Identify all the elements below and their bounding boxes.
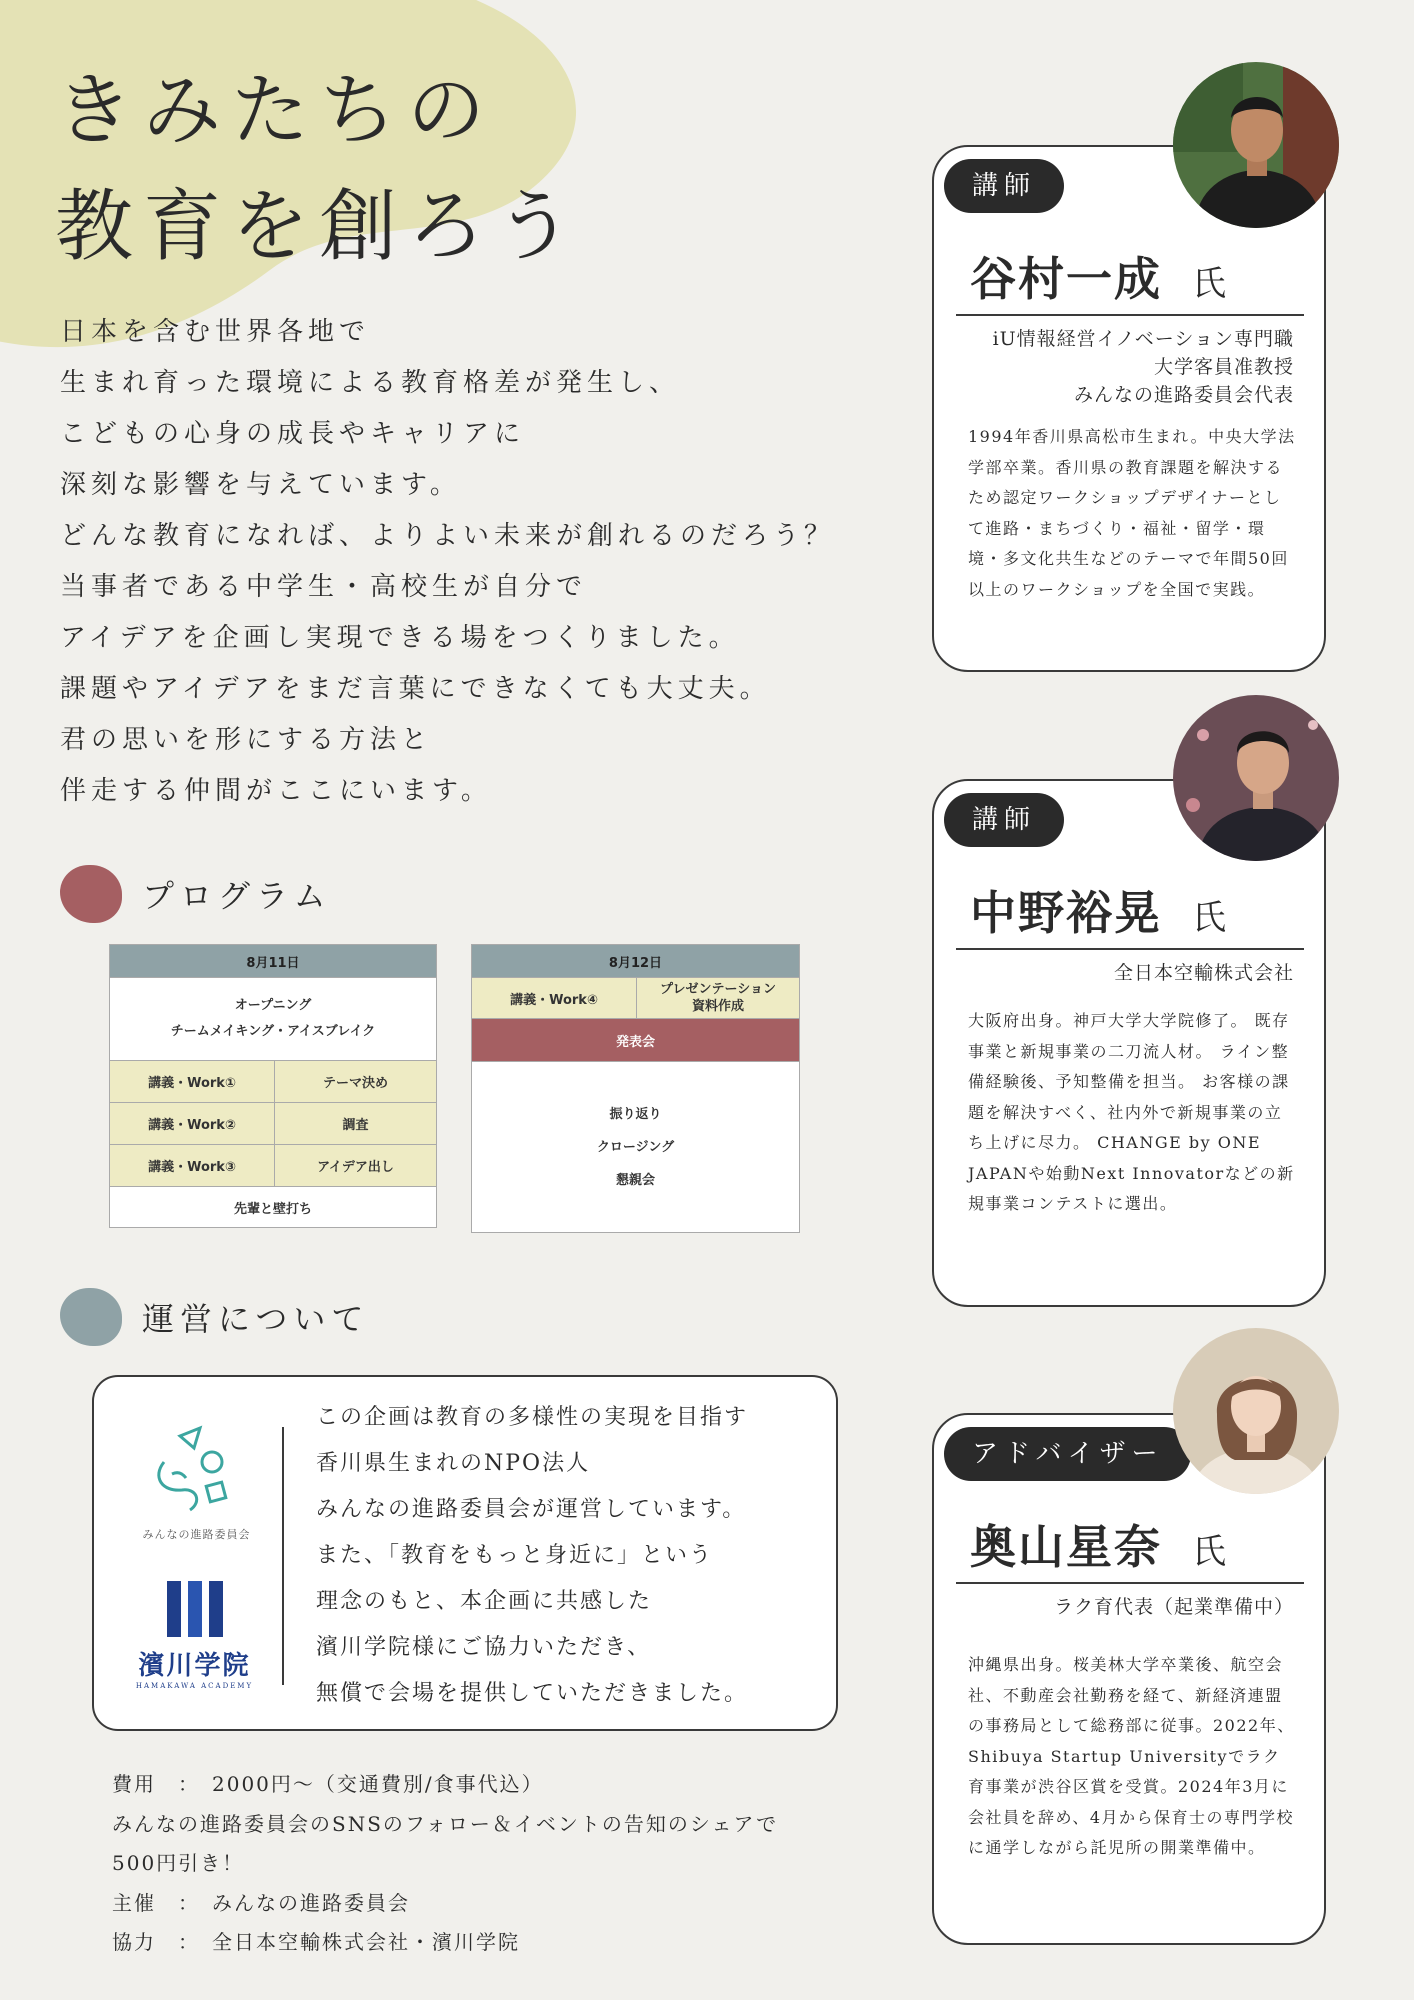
speaker-photo (1173, 62, 1339, 228)
speaker-affiliation (1054, 1593, 1294, 1621)
schedule-cell-text: チームメイキング・アイスブレイク (170, 1024, 376, 1039)
organization-text (316, 1395, 748, 1717)
program-dot-icon (60, 865, 122, 923)
organization-box (92, 1375, 838, 1731)
speaker-affiliation (993, 325, 1294, 409)
intro-line: 当事者である中学生・高校生が自分で (60, 572, 588, 602)
role-badge: アドバイザー (944, 1427, 1191, 1481)
schedule-cell: アイデア出し (275, 1145, 437, 1187)
schedule-cell-text: 振り返り (609, 1106, 662, 1122)
divider (956, 948, 1304, 950)
speaker-name-text: 谷村一成 (970, 252, 1162, 306)
schedule-cell-text: オープニング (234, 998, 312, 1013)
affiliation-line: 全日本空輸株式会社 (1113, 962, 1294, 984)
schedule-day2 (471, 944, 800, 1233)
intro-line: 君の思いを形にする方法と (60, 725, 433, 755)
schedule-cell-text: プレゼンテーション (660, 982, 776, 997)
fee-line: 協力 ： 全日本空輸株式会社・濱川学院 (112, 1930, 520, 1954)
intro-line: こどもの心身の成長やキャリアに (60, 419, 526, 449)
intro-line: 課題やアイデアをまだ言葉にできなくても大丈夫。 (60, 674, 771, 704)
organization-heading (60, 1288, 369, 1346)
affiliation-line: ラク育代表（起業準備中） (1053, 1596, 1294, 1618)
hamakawa-logo-sub: HAMAKAWA ACADEMY (135, 1682, 254, 1690)
schedule-day1 (109, 944, 437, 1228)
speaker-name (970, 877, 1228, 943)
schedule-cell: 講義・Work③ (110, 1145, 275, 1187)
portrait-avatar (1173, 62, 1339, 228)
organization-line: みんなの進路委員会が運営しています。 (316, 1497, 747, 1522)
intro-line: 伴走する仲間がここにいます。 (60, 776, 492, 806)
fee-line: 費用 ： 2000円～（交通費別/食事代込） (112, 1772, 544, 1796)
hamakawa-logo-name: 濱川学院 (138, 1651, 251, 1681)
minna-shinro-logo-caption: みんなの進路委員会 (142, 1528, 251, 1541)
schedule-cell-text: 資料作成 (691, 999, 744, 1014)
organization-line: 無償で会場を提供していただきました。 (316, 1681, 749, 1706)
speaker-suffix: 氏 (1192, 1532, 1228, 1572)
affiliation-line: みんなの進路委員会代表 (1073, 384, 1294, 406)
schedule-cell-text: 懇親会 (615, 1172, 655, 1188)
speaker-photo (1173, 695, 1339, 861)
role-badge: 講師 (944, 159, 1064, 213)
intro-line: アイデアを企画し実現できる場をつくりました。 (60, 623, 740, 653)
portrait-avatar (1173, 1328, 1339, 1494)
organization-line: この企画は教育の多様性の実現を目指す (316, 1405, 749, 1430)
schedule-day2-presentation: 発表会 (472, 1019, 800, 1062)
program-heading (60, 865, 332, 923)
organization-line: 濱川学院様にご協力いただき、 (316, 1635, 652, 1660)
program-heading-label: プログラム (142, 877, 332, 915)
schedule-cell-text: クロージング (596, 1139, 675, 1155)
speaker-name (970, 1511, 1228, 1577)
fee-info (112, 1765, 778, 1963)
speaker-suffix: 氏 (1192, 264, 1228, 304)
speaker-affiliation (1114, 959, 1294, 987)
intro-line: 日本を含む世界各地で (60, 317, 371, 347)
schedule-day2-closing (472, 1062, 800, 1233)
speaker-name-text: 奥山星奈 (970, 1520, 1162, 1574)
speaker-photo (1173, 1328, 1339, 1494)
fee-line: 主催 ： みんなの進路委員会 (112, 1890, 410, 1915)
schedule-cell: 講義・Work① (110, 1061, 275, 1103)
speaker-name-text: 中野裕晃 (970, 886, 1162, 940)
speaker-suffix: 氏 (1192, 898, 1228, 938)
organization-line: また、「教育をもっと身近に」という (316, 1543, 714, 1568)
organization-heading-label: 運営について (142, 1300, 370, 1338)
divider (956, 314, 1304, 316)
schedule-day1-closing: 先輩と壁打ち (110, 1187, 437, 1228)
intro-text (60, 307, 920, 817)
schedule-cell: 講義・Work② (110, 1103, 275, 1145)
speaker-name (970, 243, 1228, 309)
minna-shinro-logo (134, 1422, 259, 1542)
minna-shinro-logo-icon (142, 1422, 252, 1522)
role-badge: 講師 (944, 793, 1064, 847)
schedule-cell (637, 978, 800, 1019)
schedule-day1-date: 8月11日 (110, 945, 437, 978)
schedule-cell: 講義・Work④ (472, 978, 637, 1019)
divider (282, 1427, 284, 1685)
title-line-2: 教育を創ろう (55, 182, 584, 272)
speaker-bio: 沖縄県出身。桜美林大学卒業後、航空会社、不動産会社勤務を経て、新経済連盟の事務局として総務部に従事。2022年、Shibuya Startup Universityでラク育事業が渋谷区賞を受賞。2024年3月に会社員を辞め、4月から保育士の専門学校に通学しながら託児所の開業準備中。 (968, 1655, 1295, 1857)
intro-line: 生まれ育った環境による教育格差が発生し、 (60, 368, 681, 398)
organization-line: 理念のもと、本企画に共感した (316, 1589, 653, 1614)
affiliation-line: 大学客員准教授 (1153, 356, 1294, 378)
portrait-avatar (1173, 695, 1339, 861)
organization-dot-icon (60, 1288, 122, 1346)
hamakawa-logo-icon (163, 1577, 227, 1641)
affiliation-line: iU情報経営イノベーション専門職 (992, 328, 1294, 350)
schedule-day1-opening (110, 978, 437, 1061)
hamakawa-logo (132, 1577, 257, 1690)
organization-line: 香川県生まれのNPO法人 (316, 1451, 591, 1476)
schedule-cell: 調査 (275, 1103, 437, 1145)
fee-line: みんなの進路委員会のSNSのフォロー＆イベントの告知のシェアで (112, 1811, 779, 1836)
speaker-bio: 大阪府出身。神戸大学大学院修了。 既存事業と新規事業の二刀流人材。 ライン整備経験後、予知整備を担当。 お客様の課題を解決すべく、社内外で新規事業の立ち上げに尽力。 CHANGE by ONE JAPANや始動Next Innovatorなどの新規事業コンテストに選出。 (968, 1011, 1295, 1213)
schedule-day2-date: 8月12日 (472, 945, 800, 978)
divider (956, 1582, 1304, 1584)
title-line-1: きみたちの (55, 66, 496, 156)
intro-line: 深刻な影響を与えています。 (60, 470, 461, 500)
fee-line: 500円引き！ (112, 1851, 245, 1875)
intro-line: どんな教育になれば、よりよい未来が創れるのだろう？ (60, 521, 836, 551)
speaker-bio: 1994年香川県高松市生まれ。中央大学法学部卒業。香川県の教育課題を解決するため認定ワークショップデザイナーとして進路・まちづくり・福祉・留学・環境・多文化共生などのテーマで年間50回以上のワークショップを全国で実践。 (968, 427, 1296, 599)
schedule-cell: テーマ決め (275, 1061, 437, 1103)
